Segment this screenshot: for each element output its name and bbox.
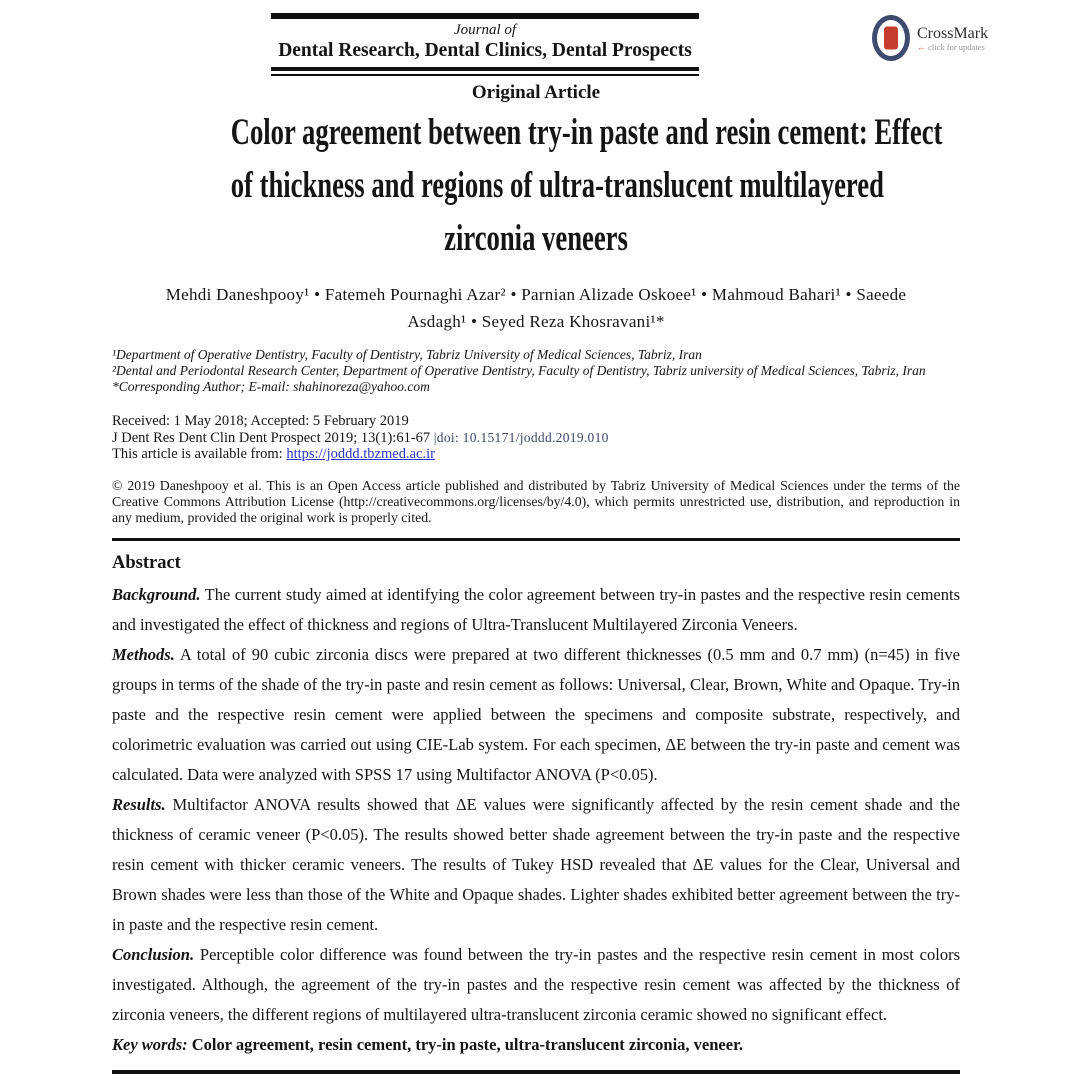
doi-text: |doi: 10.15171/joddd.2019.010 <box>433 429 609 445</box>
authors-line-2: Asdagh¹ • Seyed Reza Khosravani¹* <box>407 312 665 331</box>
citation-text: J Dent Res Dent Clin Dent Prospect 2019; 13(1):61-67 <box>112 429 434 446</box>
abstract-section <box>112 553 960 1060</box>
keywords-line <box>112 1030 960 1060</box>
journal-name: Dental Research, Dental Clinics, Dental Prospects <box>278 40 692 61</box>
abstract-conclusion-paragraph <box>112 940 960 1030</box>
abstract-results-paragraph <box>112 790 960 940</box>
availability-line <box>112 446 960 463</box>
title-line-1: Color agreement between try-in paste and resin cement: Effect <box>230 112 943 153</box>
availability-link[interactable]: https://joddd.tbzmed.ac.ir <box>286 446 435 462</box>
title-line-3: zirconia veneers <box>444 218 628 259</box>
citation-line <box>112 430 960 447</box>
journal-prefix: Journal of <box>453 22 517 38</box>
background-text: The current study aimed at identifying the color agreement between try-in pastes and the respective resin cements and investigated the effect of thickness and regions of Ultra-Translucent Multilayered Zirconia Veneers. <box>112 585 960 634</box>
section-divider-rule <box>112 538 960 541</box>
results-text: Multifactor ANOVA results showed that ΔE values were significantly affected by the resin cement shade and the thickness of ceramic veneer (P<0.05). The results showed better shade agreement between the try-in paste and the respective resin cement with thicker ceramic veneers. The results of Tukey HSD revealed that ΔE values for the Clear, Universal and Brown shades were less than those of the White and Opaque shades. Lighter shades exhibited better agreement between the try-in paste and the respective resin cement. <box>112 795 960 934</box>
title-line-2: of thickness and regions of ultra-translucent multilayered <box>230 165 884 206</box>
crossmark-ring-icon <box>872 15 910 61</box>
conclusion-label: Conclusion. <box>112 945 195 964</box>
article-title <box>112 106 960 265</box>
methods-label: Methods. <box>112 645 175 664</box>
keywords-text: Color agreement, resin cement, try-in paste, ultra-translucent zirconia, veneer. <box>187 1035 744 1054</box>
received-accepted-line: Received: 1 May 2018; Accepted: 5 February 2019 <box>112 413 409 429</box>
abstract-background-paragraph <box>112 580 960 640</box>
affiliation-line-2: ²Dental and Periodontal Research Center, Department of Operative Dentistry, Faculty of Dentistry, Tabriz university of Medical Sciences, Tabriz, Iran <box>112 363 926 379</box>
availability-prefix: This article is available from: <box>112 446 287 462</box>
abstract-heading: Abstract <box>112 553 181 573</box>
background-label: Background. <box>112 585 201 604</box>
crossmark-mark-icon <box>884 27 898 50</box>
results-label: Results. <box>112 795 166 814</box>
methods-text: A total of 90 cubic zirconia discs were prepared at two different thicknesses (0.5 mm and 0.7 mm) (n=45) in five groups in terms of the shade of the try-in paste and resin cement as follows: Universal, Clear, Brown, White and Opaque. Try-in paste and the respective resin cement were applied between the specimens and composite substrate, respectively, and colorimetric evaluation was carried out using CIE-Lab system. For each specimen, ΔE between the try-in paste and cement was calculated. Data were analyzed with SPSS 17 using Multifactor ANOVA (P<0.05). <box>112 645 960 784</box>
footer-rule <box>112 1070 960 1074</box>
keywords-label: Key words: <box>112 1035 188 1054</box>
crossmark-label: CrossMark <box>917 24 989 42</box>
affiliations <box>112 347 960 396</box>
arrow-left-icon: ← <box>917 41 926 52</box>
crossmark-text <box>917 25 988 52</box>
banner-bottom-rule <box>271 67 699 76</box>
author-list <box>112 281 960 335</box>
copyright-notice: © 2019 Daneshpooy et al. This is an Open Access article published and distributed by Tabriz University of Medical Sciences under the terms of the Creative Commons Attribution License (http://creativecommons.org/licenses/by/4.0), which permits unrestricted use, distribution, and reproduction in any medium, provided the original work is properly cited. <box>112 478 960 525</box>
crossmark-tagline <box>917 42 988 52</box>
article-type-label: Original Article <box>471 82 601 103</box>
crossmark-badge[interactable] <box>872 15 988 61</box>
abstract-methods-paragraph <box>112 640 960 790</box>
crossmark-tagline-text: click for updates <box>928 41 985 52</box>
authors-line-1: Mehdi Daneshpooy¹ • Fatemeh Pournaghi Azar² • Parnian Alizade Oskoee¹ • Mahmoud Bahari¹ • Saeede <box>165 285 907 304</box>
article-meta <box>112 413 960 463</box>
banner-top-rule <box>271 13 699 19</box>
affiliation-line-3: *Corresponding Author; E-mail: shahinoreza@yahoo.com <box>112 379 430 395</box>
conclusion-text: Perceptible color difference was found between the try-in pastes and the respective resin cement in most colors investigated. Although, the agreement of the try-in pastes and the respective resin cement was affected by the thickness of zirconia veneers, the different regions of multilayered ultra-translucent zirconia ceramic showed no significant effect. <box>112 945 960 1024</box>
affiliation-line-1: ¹Department of Operative Dentistry, Faculty of Dentistry, Tabriz University of Medical Sciences, Tabriz, Iran <box>112 347 702 362</box>
journal-banner <box>271 13 699 76</box>
